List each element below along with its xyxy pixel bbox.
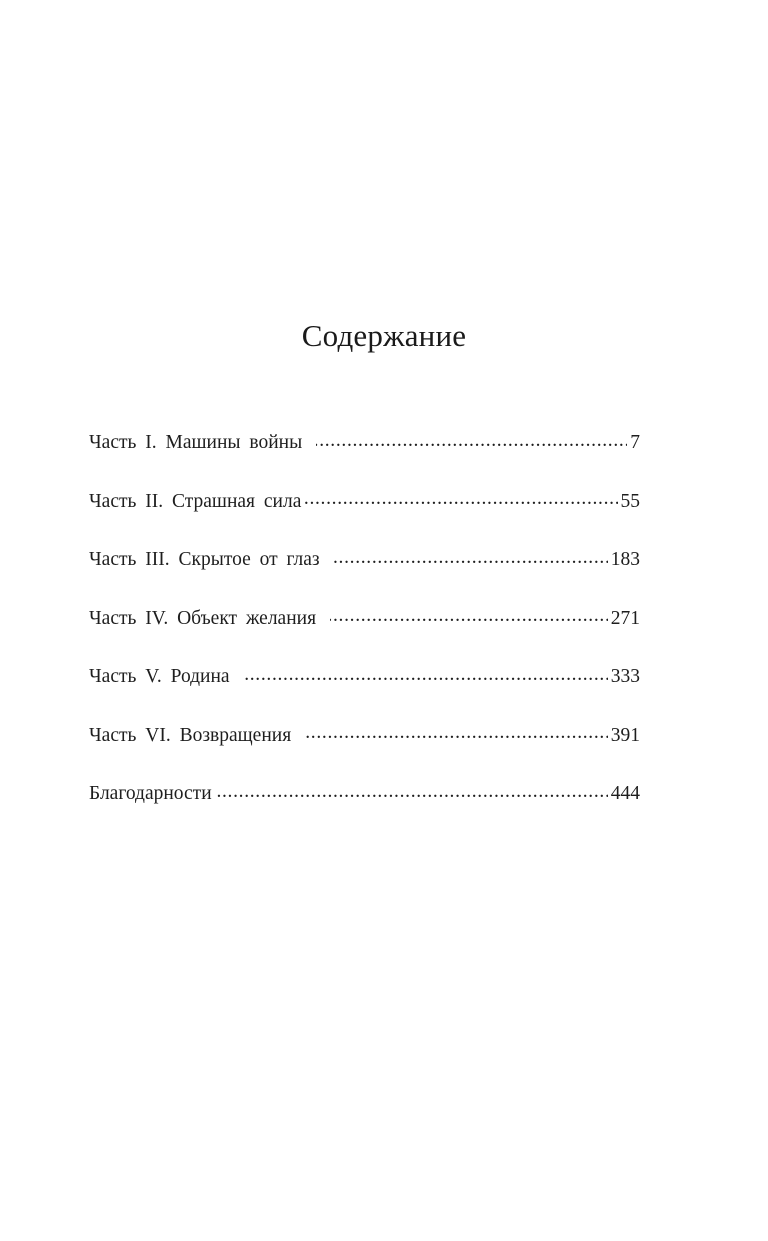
toc-entry-part-4[interactable] (89, 600, 640, 659)
dot-leader (316, 429, 627, 449)
toc-entry-label: Часть II. Страшная сила (89, 490, 302, 512)
dot-leader (334, 546, 608, 566)
table-of-contents (89, 424, 640, 834)
toc-entry-page: 7 (630, 432, 640, 453)
toc-entry-page: 333 (610, 666, 640, 687)
dot-leader (216, 780, 608, 800)
toc-entry-label: Часть III. Скрытое от глаз (89, 549, 320, 570)
toc-entry-label: Часть VI. Возвращения (89, 724, 292, 746)
toc-entry-page: 391 (610, 724, 640, 746)
toc-entry-part-5[interactable] (89, 658, 640, 717)
toc-entry-part-1[interactable] (89, 424, 640, 483)
toc-entry-label: Благодарности (89, 783, 212, 804)
toc-entry-page: 183 (610, 549, 640, 570)
toc-entry-page: 55 (620, 490, 640, 512)
toc-entry-part-2[interactable] (89, 483, 640, 542)
toc-entry-label: Часть IV. Объект желания (89, 607, 317, 629)
toc-entry-part-3[interactable] (89, 541, 640, 600)
toc-entry-label: Часть I. Машины войны (89, 432, 303, 453)
toc-entry-part-6[interactable] (89, 717, 640, 776)
toc-entry-acknowledgements[interactable] (89, 775, 640, 834)
dot-leader (305, 721, 608, 741)
toc-entry-label: Часть V. Родина (89, 666, 230, 687)
dot-leader (305, 487, 617, 507)
page-title: Содержание (301, 318, 467, 353)
toc-entry-page: 444 (610, 783, 640, 804)
toc-entry-page: 271 (610, 607, 640, 629)
dot-leader (244, 663, 608, 683)
dot-leader (330, 604, 608, 624)
